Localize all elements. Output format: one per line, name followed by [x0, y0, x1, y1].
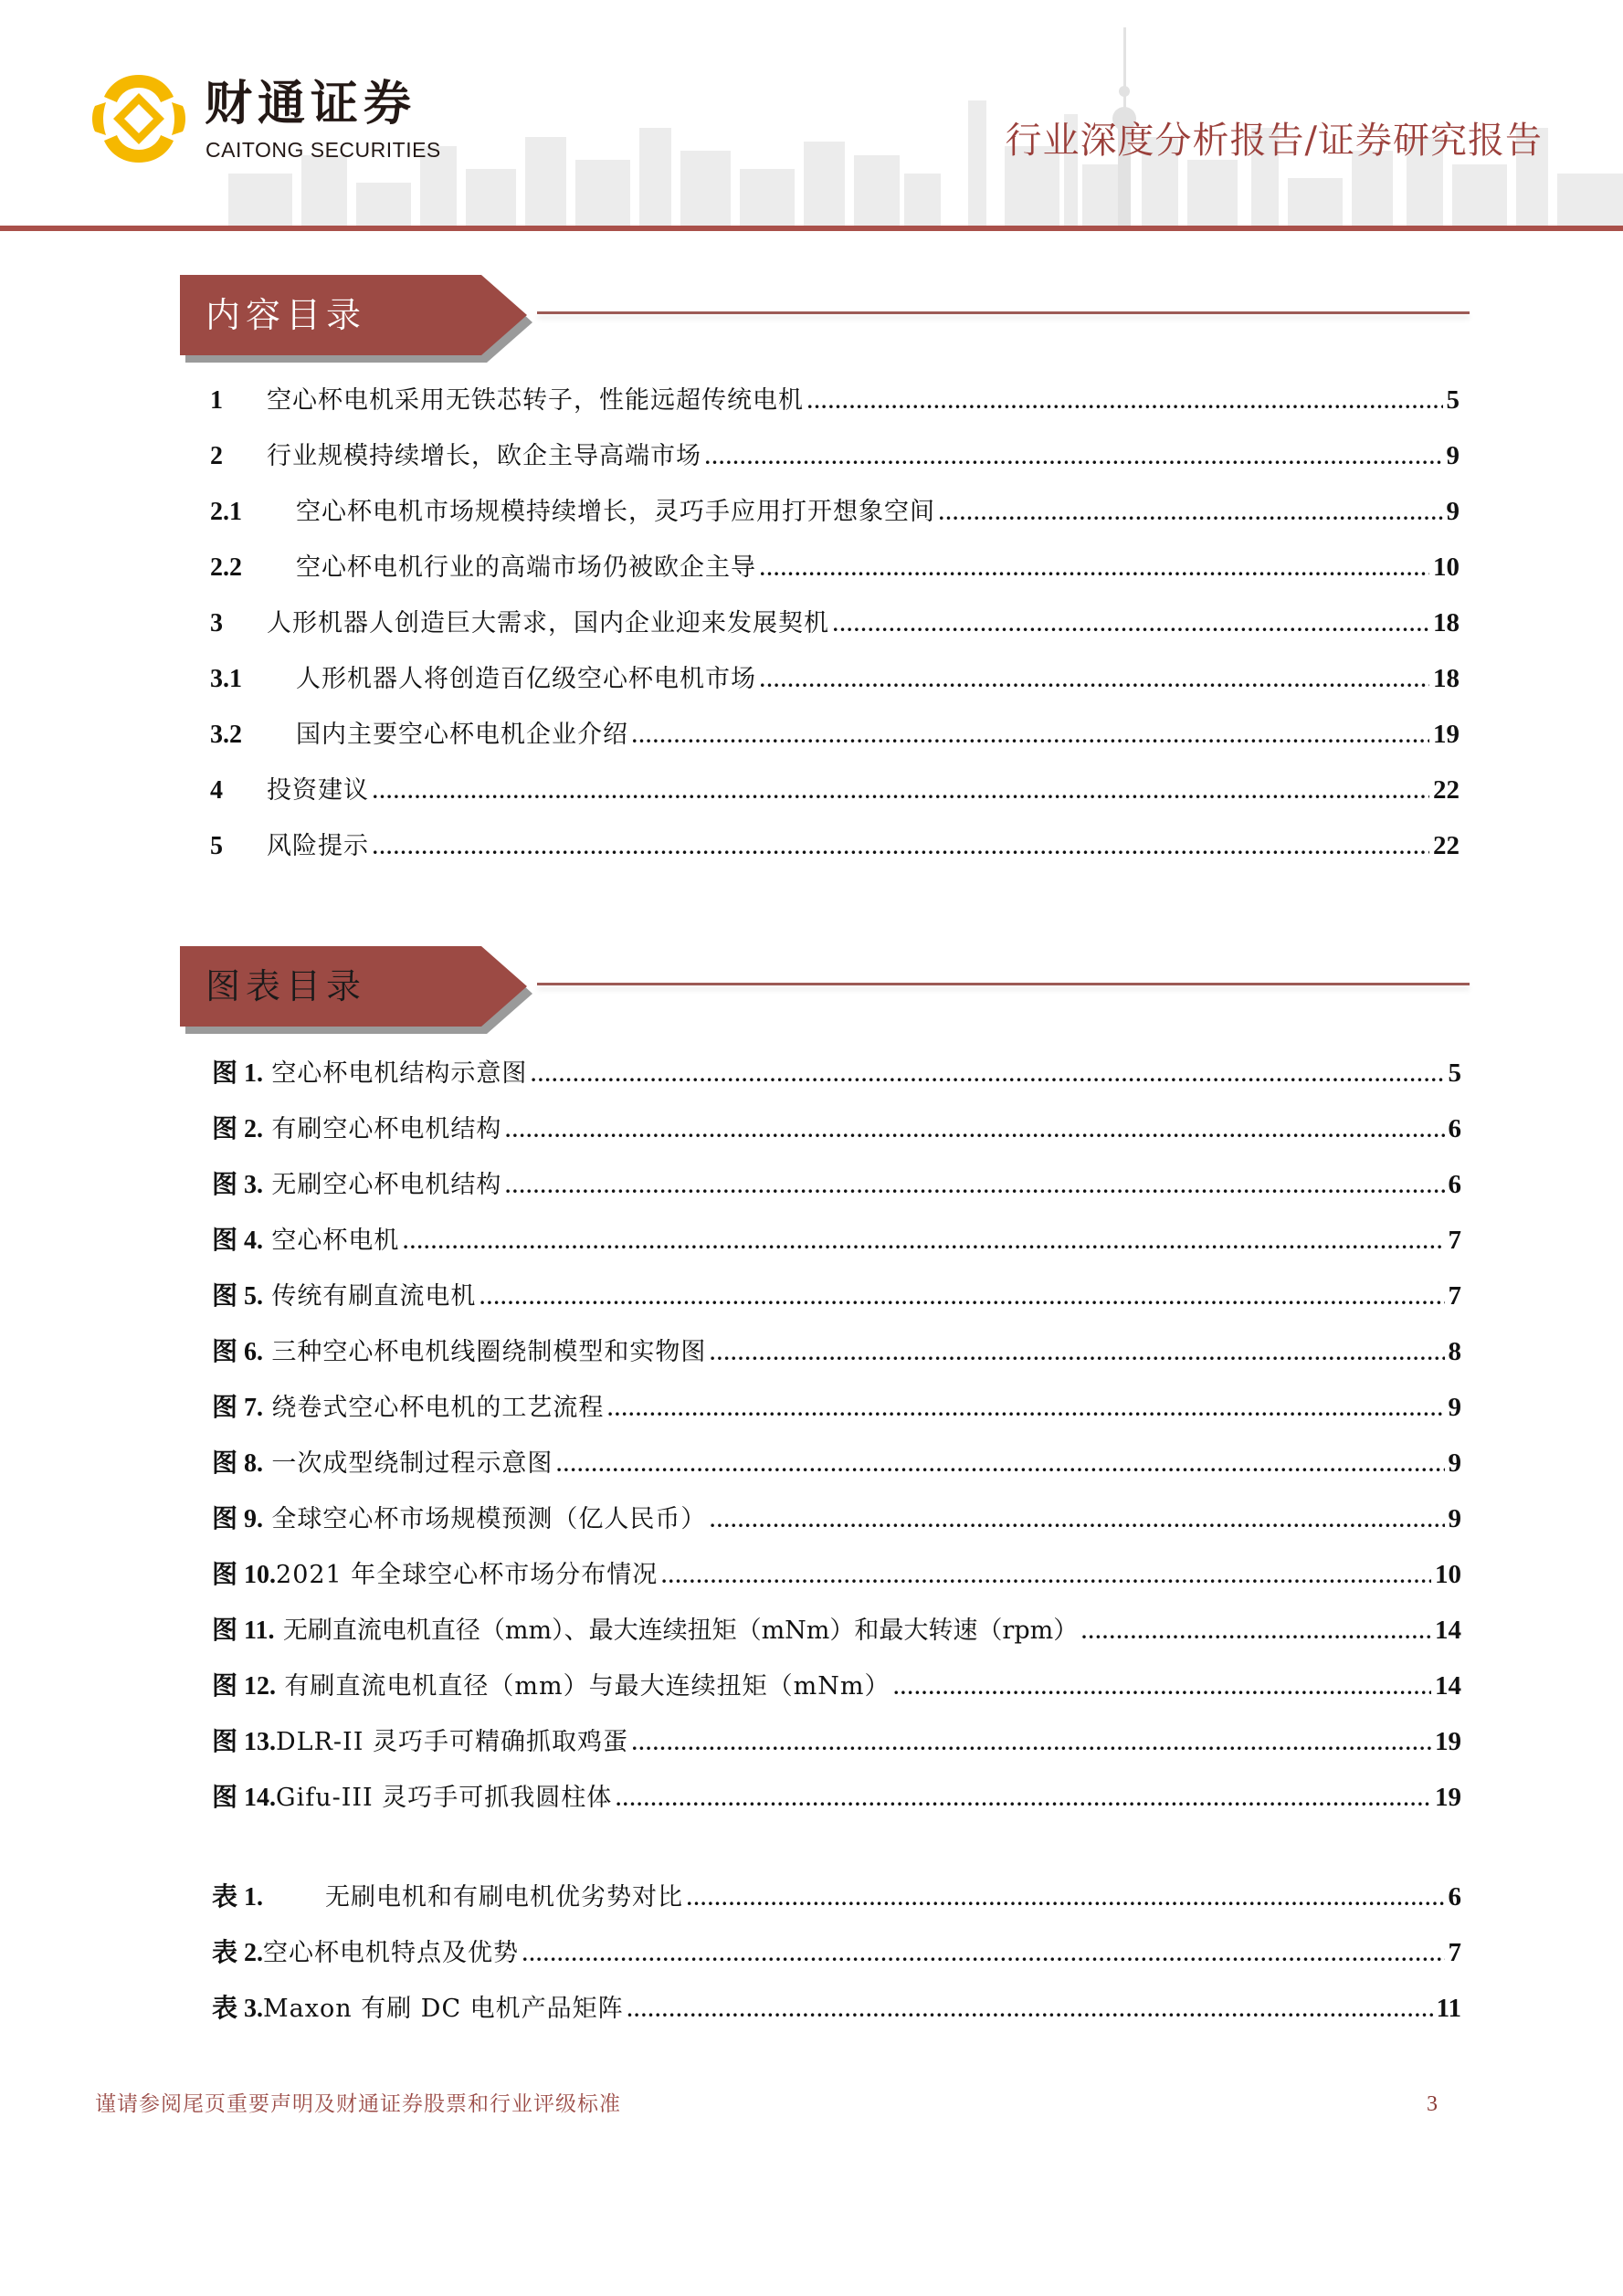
figure-title: 三种空心杯电机线圈绕制模型和实物图: [271, 1338, 707, 1366]
toc-item-title: 人形机器人将创造百亿级空心杯电机市场: [296, 665, 756, 693]
figure-list-item[interactable]: [212, 1166, 1461, 1203]
dot-leader: [807, 384, 1443, 420]
toc-item-page: 5: [1446, 385, 1460, 415]
toc-item-title: 投资建议: [267, 776, 369, 805]
toc-item[interactable]: [210, 382, 1460, 418]
table-list-item[interactable]: [212, 1879, 1461, 1915]
dot-leader: [505, 1112, 1444, 1149]
toc-item-title: 国内主要空心杯电机企业介绍: [296, 721, 628, 749]
figure-page: 9: [1448, 1504, 1461, 1533]
report-type-title: 行业深度分析报告/证券研究报告: [1005, 120, 1543, 162]
dot-leader: [710, 1335, 1444, 1372]
dot-leader: [480, 1280, 1444, 1316]
figure-title: 传统有刷直流电机: [271, 1282, 477, 1311]
toc-item[interactable]: [210, 827, 1460, 864]
toc-item-page: 9: [1446, 441, 1460, 470]
table-list-item[interactable]: [212, 1990, 1461, 2027]
figure-list-item[interactable]: [212, 1445, 1461, 1481]
toc-item-title: 风险提示: [267, 832, 369, 860]
figure-list-item[interactable]: [212, 1612, 1461, 1648]
figure-title: 空心杯电机: [271, 1227, 400, 1255]
logo-emblem-icon: [91, 73, 186, 164]
dot-leader: [556, 1447, 1444, 1483]
figure-number: 图 12.: [212, 1672, 277, 1701]
dot-leader: [661, 1558, 1431, 1595]
figure-number: 图 5.: [212, 1282, 264, 1311]
toc-item-title: 人形机器人创造巨大需求，国内企业迎来发展契机: [267, 609, 829, 637]
table-page: 11: [1436, 1994, 1461, 2023]
figure-title: 空心杯电机结构示意图: [271, 1059, 528, 1088]
table-number: 表 1.: [212, 1883, 264, 1912]
figure-number: 图 7.: [212, 1394, 264, 1422]
toc-item[interactable]: [210, 605, 1460, 641]
figure-title: DLR-II 灵巧手可精确抓取鸡蛋: [276, 1728, 628, 1756]
dot-leader: [403, 1224, 1444, 1260]
toc-item-number: 2.1: [210, 498, 242, 526]
figure-title: 无刷直流电机直径（mm）、最大连续扭矩（mNm）和最大转速（rpm）: [282, 1617, 1079, 1645]
contents-section-banner: [180, 275, 545, 359]
figure-list-item[interactable]: [212, 1723, 1461, 1760]
figure-page: 19: [1435, 1727, 1461, 1756]
page-number: 3: [1427, 2092, 1438, 2116]
toc-item-number: 2: [210, 442, 223, 470]
toc-item[interactable]: [210, 549, 1460, 585]
figure-page: 7: [1448, 1281, 1461, 1311]
toc-item-number: 5: [210, 832, 223, 860]
table-page: 6: [1448, 1882, 1461, 1912]
dot-leader: [373, 774, 1429, 810]
dot-leader: [505, 1168, 1444, 1205]
toc-item-page: 10: [1433, 553, 1460, 582]
dot-leader: [1081, 1614, 1431, 1650]
figure-page: 6: [1448, 1170, 1461, 1199]
company-logo: [91, 71, 475, 166]
disclaimer-note: 谨请参阅尾页重要声明及财通证券股票和行业评级标准: [95, 2092, 621, 2116]
toc-item-page: 18: [1433, 664, 1460, 693]
dot-leader: [760, 551, 1429, 587]
toc-item-number: 1: [210, 386, 223, 415]
contents-heading-rule: [537, 311, 1470, 314]
dot-leader: [760, 662, 1429, 699]
figure-list-item[interactable]: [212, 1501, 1461, 1537]
figures-heading: 图表目录: [206, 966, 367, 1006]
figure-page: 10: [1435, 1560, 1461, 1589]
figure-page: 8: [1448, 1337, 1461, 1366]
figure-number: 图 6.: [212, 1338, 264, 1366]
dot-leader: [632, 718, 1429, 754]
dot-leader: [531, 1057, 1444, 1093]
toc-item[interactable]: [210, 493, 1460, 530]
toc-item-number: 3.1: [210, 665, 242, 693]
figure-number: 图 3.: [212, 1171, 264, 1199]
figure-number: 图 13.: [212, 1728, 277, 1756]
table-title: 空心杯电机特点及优势: [263, 1939, 520, 1967]
figure-list-item[interactable]: [212, 1222, 1461, 1259]
figure-list-item[interactable]: [212, 1055, 1461, 1091]
toc-item[interactable]: [210, 660, 1460, 697]
toc-item-number: 3.2: [210, 721, 242, 749]
toc-item-page: 9: [1446, 497, 1460, 526]
dot-leader: [632, 1725, 1431, 1762]
figure-title: Gifu-III 灵巧手可抓我圆柱体: [276, 1784, 613, 1812]
figure-page: 19: [1435, 1783, 1461, 1812]
figure-title: 2021 年全球空心杯市场分布情况: [276, 1561, 659, 1589]
logo-english-name: CAITONG SECURITIES: [206, 138, 441, 162]
figure-page: 14: [1435, 1671, 1461, 1701]
figure-list-item[interactable]: [212, 1278, 1461, 1314]
figure-number: 图 2.: [212, 1115, 264, 1143]
figure-page: 9: [1448, 1448, 1461, 1478]
toc-item-number: 4: [210, 776, 223, 805]
figure-title: 一次成型绕制过程示意图: [271, 1449, 553, 1478]
toc-item-page: 22: [1433, 775, 1460, 805]
toc-item-title: 空心杯电机采用无铁芯转子，性能远超传统电机: [267, 386, 804, 415]
dot-leader: [616, 1781, 1431, 1817]
figure-number: 图 4.: [212, 1227, 264, 1255]
figure-title: 全球空心杯市场规模预测（亿人民币）: [271, 1505, 707, 1533]
toc-item-title: 空心杯电机行业的高端市场仍被欧企主导: [296, 553, 756, 582]
figure-number: 图 1.: [212, 1059, 264, 1088]
figure-page: 14: [1435, 1616, 1461, 1645]
dot-leader: [705, 439, 1443, 476]
table-title: Maxon 有刷 DC 电机产品矩阵: [263, 1995, 624, 2023]
figure-page: 7: [1448, 1226, 1461, 1255]
table-title: 无刷电机和有刷电机优劣势对比: [325, 1883, 683, 1912]
figure-title: 绕卷式空心杯电机的工艺流程: [271, 1394, 605, 1422]
figure-title: 无刷空心杯电机结构: [271, 1171, 502, 1199]
figure-list-item[interactable]: [212, 1668, 1461, 1704]
header-rule: [0, 226, 1623, 231]
figure-list-item[interactable]: [212, 1333, 1461, 1370]
dot-leader: [687, 1880, 1445, 1917]
figure-number: 图 11.: [212, 1617, 275, 1645]
toc-item-page: 19: [1433, 720, 1460, 749]
table-page: 7: [1448, 1938, 1461, 1967]
logo-chinese-name: 财通证券: [205, 76, 417, 132]
figure-list-item[interactable]: [212, 1556, 1461, 1593]
dot-leader: [833, 606, 1429, 643]
figure-number: 图 9.: [212, 1505, 264, 1533]
toc-item-title: 空心杯电机市场规模持续增长，灵巧手应用打开想象空间: [296, 498, 935, 526]
dot-leader: [627, 1992, 1433, 2028]
table-list-item[interactable]: [212, 1934, 1461, 1971]
figure-title: 有刷空心杯电机结构: [271, 1115, 502, 1143]
toc-item-number: 2.2: [210, 553, 242, 582]
toc-item[interactable]: [210, 437, 1460, 474]
dot-leader: [710, 1502, 1444, 1539]
table-number: 表 2.: [212, 1939, 264, 1967]
figure-number: 图 8.: [212, 1449, 264, 1478]
toc-item-number: 3: [210, 609, 223, 637]
toc-item[interactable]: [210, 772, 1460, 808]
dot-leader: [607, 1391, 1444, 1427]
page-header: [0, 0, 1623, 236]
dot-leader: [939, 495, 1443, 532]
toc-item-page: 22: [1433, 831, 1460, 860]
figure-number: 图 10.: [212, 1561, 277, 1589]
toc-item[interactable]: [210, 716, 1460, 753]
figure-number: 图 14.: [212, 1784, 277, 1812]
dot-leader: [373, 829, 1429, 866]
figure-page: 5: [1448, 1058, 1461, 1088]
figure-title: 有刷直流电机直径（mm）与最大连续扭矩（mNm）: [284, 1672, 891, 1701]
dot-leader: [893, 1669, 1431, 1706]
table-number: 表 3.: [212, 1995, 264, 2023]
figures-section-banner: [180, 946, 545, 1030]
figure-page: 6: [1448, 1114, 1461, 1143]
figure-page: 9: [1448, 1393, 1461, 1422]
dot-leader: [522, 1936, 1444, 1973]
figures-heading-rule: [537, 983, 1470, 985]
figure-list-item[interactable]: [212, 1111, 1461, 1147]
toc-item-page: 18: [1433, 608, 1460, 637]
figure-list-item[interactable]: [212, 1389, 1461, 1426]
contents-heading: 内容目录: [206, 295, 367, 335]
toc-item-title: 行业规模持续增长，欧企主导高端市场: [267, 442, 701, 470]
figure-list-item[interactable]: [212, 1779, 1461, 1816]
